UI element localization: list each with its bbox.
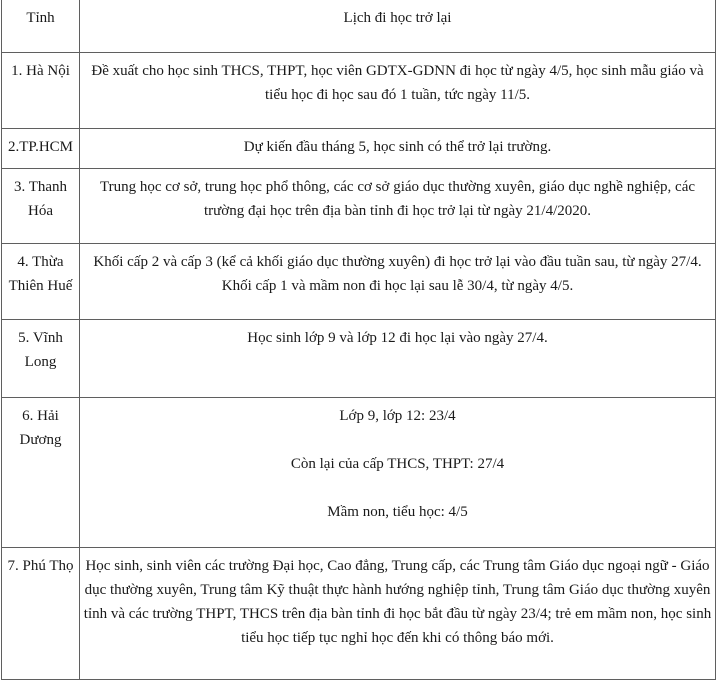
province-cell: 5. Vĩnh Long <box>2 320 80 398</box>
schedule-text: Trung học cơ sở, trung học phổ thông, các cơ sở giáo dục thường xuyên, giáo dục nghề nghiệp, các trường đại học trên địa bàn tỉnh đi học trở lại từ ngày 21/4/2020. <box>99 179 696 219</box>
schedule-cell <box>80 169 716 244</box>
schedule-text: Học sinh lớp 9 và lớp 12 đi học lại vào ngày 27/4. <box>247 330 548 346</box>
school-return-schedule-table <box>1 0 716 680</box>
table-row <box>2 129 716 169</box>
schedule-text: Dự kiến đầu tháng 5, học sinh có thể trở lại trường. <box>243 139 552 155</box>
schedule-cell <box>80 244 716 320</box>
schedule-line: Lớp 9, lớp 12: 23/4 <box>339 408 456 424</box>
table-row <box>2 53 716 129</box>
header-province: Tỉnh <box>2 0 80 53</box>
province-cell: 6. Hải Dương <box>2 398 80 548</box>
table-row <box>2 169 716 244</box>
schedule-cell <box>80 129 716 169</box>
table-header-row <box>2 0 716 53</box>
schedule-text: Đề xuất cho học sinh THCS, THPT, học viên GDTX-GDNN đi học từ ngày 4/5, học sinh mẫu giáo và tiểu học đi học sau đó 1 tuần, tức ngày 11/5. <box>91 63 704 103</box>
schedule-text: Khối cấp 2 và cấp 3 (kể cả khối giáo dục thường xuyên) đi học trở lại vào đầu tuần sau, từ ngày 27/4. Khối cấp 1 và mầm non đi học lại sau lễ 30/4, từ ngày 4/5. <box>93 254 702 294</box>
province-cell: 7. Phú Thọ <box>2 548 80 680</box>
header-schedule: Lịch đi học trở lại <box>80 0 716 53</box>
schedule-text: Học sinh, sinh viên các trường Đại học, Cao đẳng, Trung cấp, các Trung tâm Giáo dục ngoại ngữ - Giáo dục thường xuyên, Trung tâm Kỹ thuật thực hành hướng nghiệp tỉnh, Trung tâm Giáo dục thường xuyên tỉnh và các trường THPT, THCS trên địa bàn tỉnh đi học bắt đầu từ ngày 23/4; trẻ em mầm non, học sinh tiểu học tiếp tục nghỉ học đến khi có thông báo mới. <box>83 558 712 646</box>
table-row <box>2 548 716 680</box>
province-cell: 3. Thanh Hóa <box>2 169 80 244</box>
province-cell: 2.TP.HCM <box>2 129 80 169</box>
schedule-cell <box>80 53 716 129</box>
province-cell: 1. Hà Nội <box>2 53 80 129</box>
schedule-cell <box>80 320 716 398</box>
schedule-line: Còn lại của cấp THCS, THPT: 27/4 <box>290 456 505 472</box>
table-row <box>2 320 716 398</box>
schedule-line: Mầm non, tiểu học: 4/5 <box>327 504 468 520</box>
table-row <box>2 244 716 320</box>
province-cell: 4. Thừa Thiên Huế <box>2 244 80 320</box>
schedule-cell <box>80 398 716 548</box>
schedule-cell <box>80 548 716 680</box>
table-row <box>2 398 716 548</box>
